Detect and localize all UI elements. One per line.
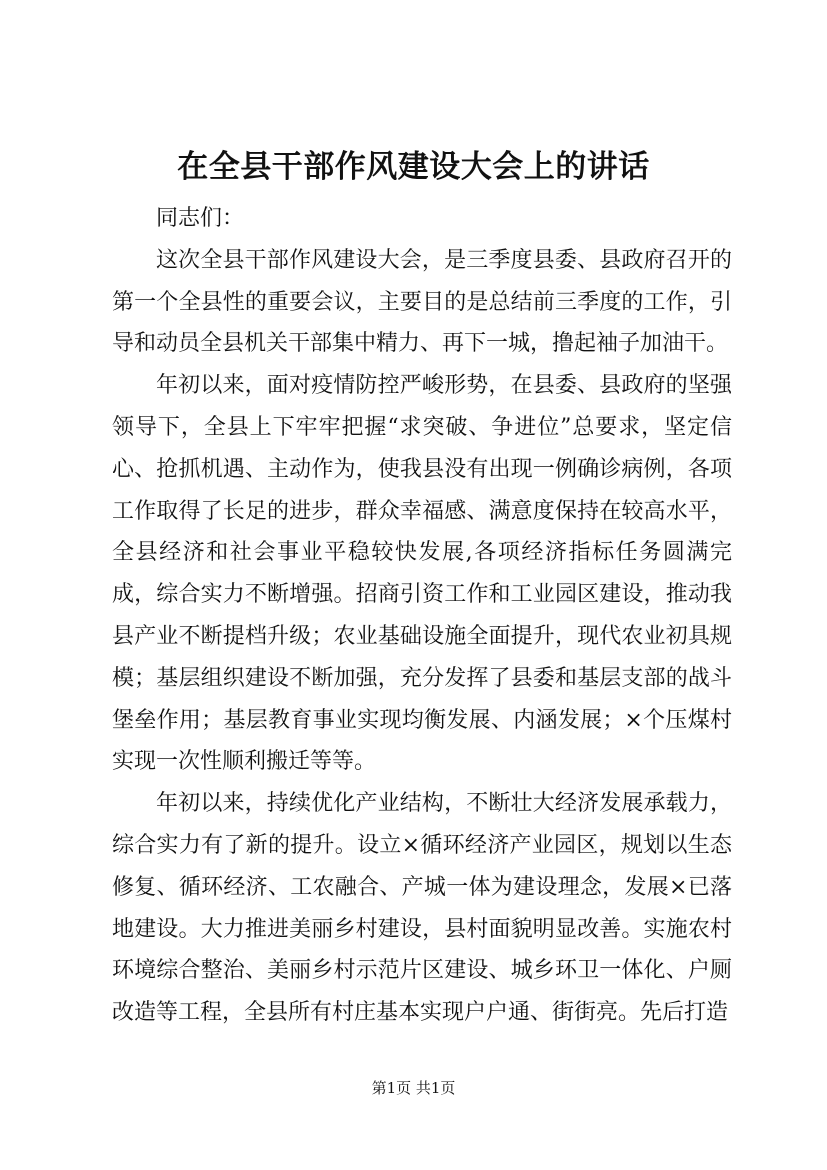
page-footer: 第1页 共1页 bbox=[371, 1079, 456, 1097]
document-title: 在全县干部作风建设大会上的讲话 bbox=[177, 149, 650, 185]
paragraph-3: 年初以来，持续优化产业结构，不断壮大经济发展承载力，综合实力有了新的提升。设立×循环经济产业园区，规划以生态修复、循环经济、工农融合、产城一体为建设理念，发展×已落地建设。大力推进美丽乡村建设，县村面貌明显改善。实施农村环境综合整治、美丽乡村示范片区建设、城乡环卫一体化、户厕改造等工程，全县所有村庄基本实现户户通、街街亮。先后打造 bbox=[112, 791, 732, 1026]
salutation: 同志们： bbox=[156, 206, 245, 231]
paragraph-2: 年初以来，面对疫情防控严峻形势，在县委、县政府的坚强领导下，全县上下牢牢把握“求突破、争进位”总要求，坚定信心、抢抓机遇、主动作为，使我县没有出现一例确诊病例，各项工作取得了长足的进步，群众幸福感、满意度保持在较高水平，全县经济和社会事业平稳较快发展,各项经济指标任务圆满完成，综合实力不断增强。招商引资工作和工业园区建设，推动我县产业不断提档升级；农业基础设施全面提升，现代农业初具规模；基层组织建设不断加强，充分发挥了县委和基层支部的战斗堡垒作用；基层教育事业实现均衡发展、内涵发展；×个压煤村实现一次性顺利搬迁等等。 bbox=[112, 373, 732, 775]
paragraph-1: 这次全县干部作风建设大会，是三季度县委、县政府召开的第一个全县性的重要会议，主要目的是总结前三季度的工作，引导和动员全县机关干部集中精力、再下一城，撸起袖子加油干。 bbox=[112, 247, 732, 357]
document-body bbox=[112, 198, 732, 1034]
